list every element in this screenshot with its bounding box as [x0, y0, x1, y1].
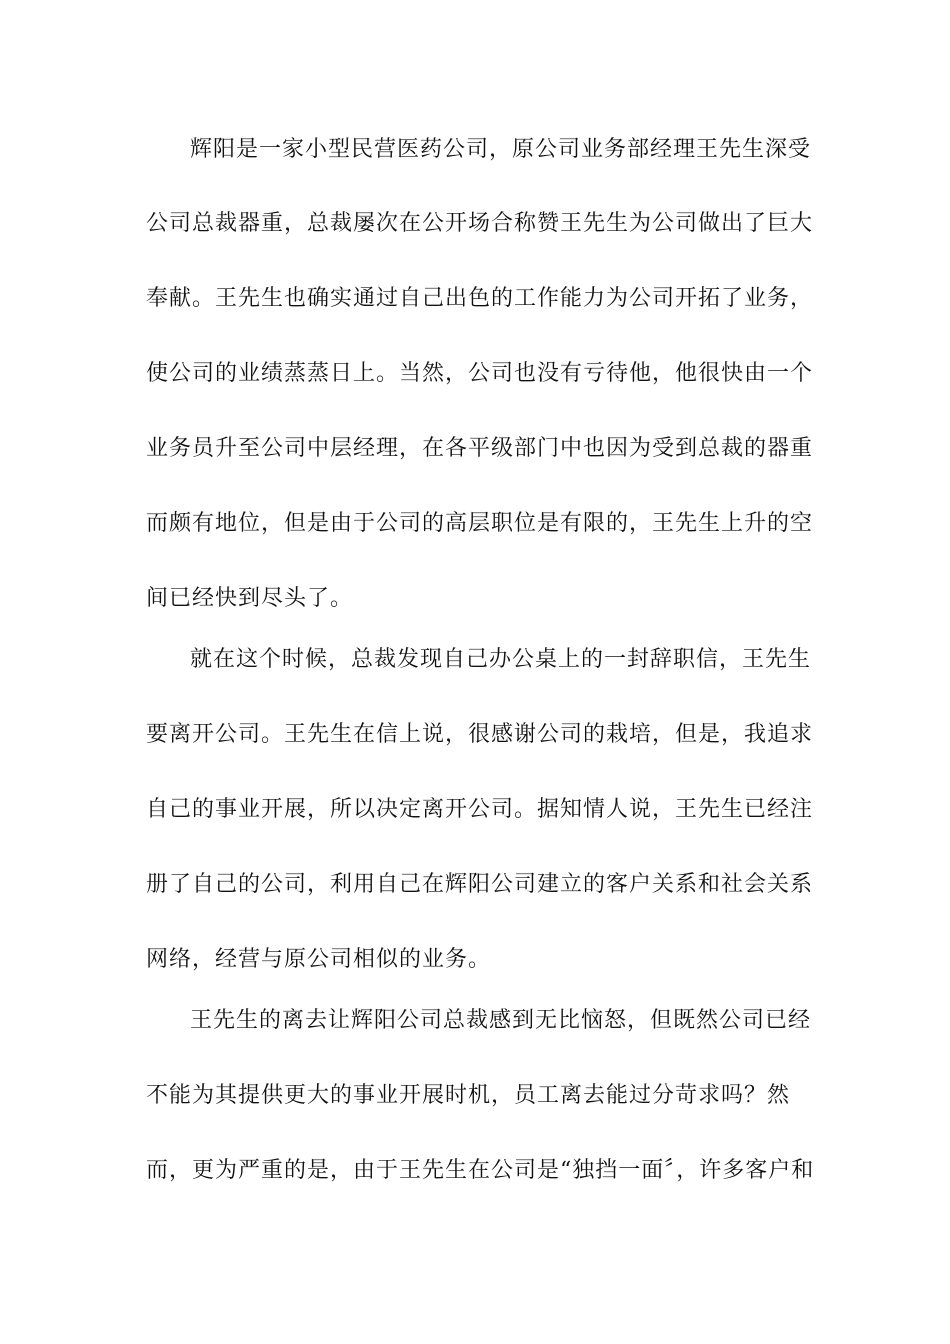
paragraph-1-line-5: 业务员升至公司中层经理，在各平级部门中也因为受到总裁的器重 — [146, 436, 814, 461]
paragraph-1-line-2: 公司总裁器重，总裁屡次在公开场合称赞王先生为公司做出了巨大 — [146, 211, 814, 236]
paragraph-2-line-4: 册了自己的公司，利用自己在辉阳公司建立的客户关系和社会关系 — [146, 872, 814, 897]
paragraph-2-line-1: 就在这个时候，总裁发现自己办公桌上的一封辞职信，王先生 — [190, 647, 812, 672]
paragraph-1-line-7: 间已经快到尽头了。 — [146, 586, 354, 611]
paragraph-3-line-1: 王先生的离去让辉阳公司总裁感到无比恼怒，但既然公司已经 — [190, 1008, 812, 1033]
paragraph-1-line-4: 使公司的业绩蒸蒸日上。当然，公司也没有亏待他，他很快由一个 — [146, 361, 814, 386]
paragraph-3-line-3: 而，更为严重的是，由于王先生在公司是“独挡一面〞，许多客户和 — [146, 1158, 815, 1183]
paragraph-2-line-3: 自己的事业开展，所以决定离开公司。据知情人说，王先生已经注 — [146, 797, 814, 822]
paragraph-2-line-5: 网络，经营与原公司相似的业务。 — [146, 947, 492, 972]
paragraph-3-line-2: 不能为其提供更大的事业开展时机，员工离去能过分苛求吗？然 — [146, 1083, 791, 1108]
paragraph-2-line-2: 要离开公司。王先生在信上说，很感谢公司的栽培，但是，我追求 — [146, 722, 814, 747]
paragraph-1-line-3: 奉献。王先生也确实通过自己出色的工作能力为公司开拓了业务， — [146, 286, 814, 311]
paragraph-1-line-6: 而颇有地位，但是由于公司的高层职位是有限的，王先生上升的空 — [146, 511, 814, 536]
paragraph-1-line-1: 辉阳是一家小型民营医药公司，原公司业务部经理王先生深受 — [190, 137, 812, 162]
